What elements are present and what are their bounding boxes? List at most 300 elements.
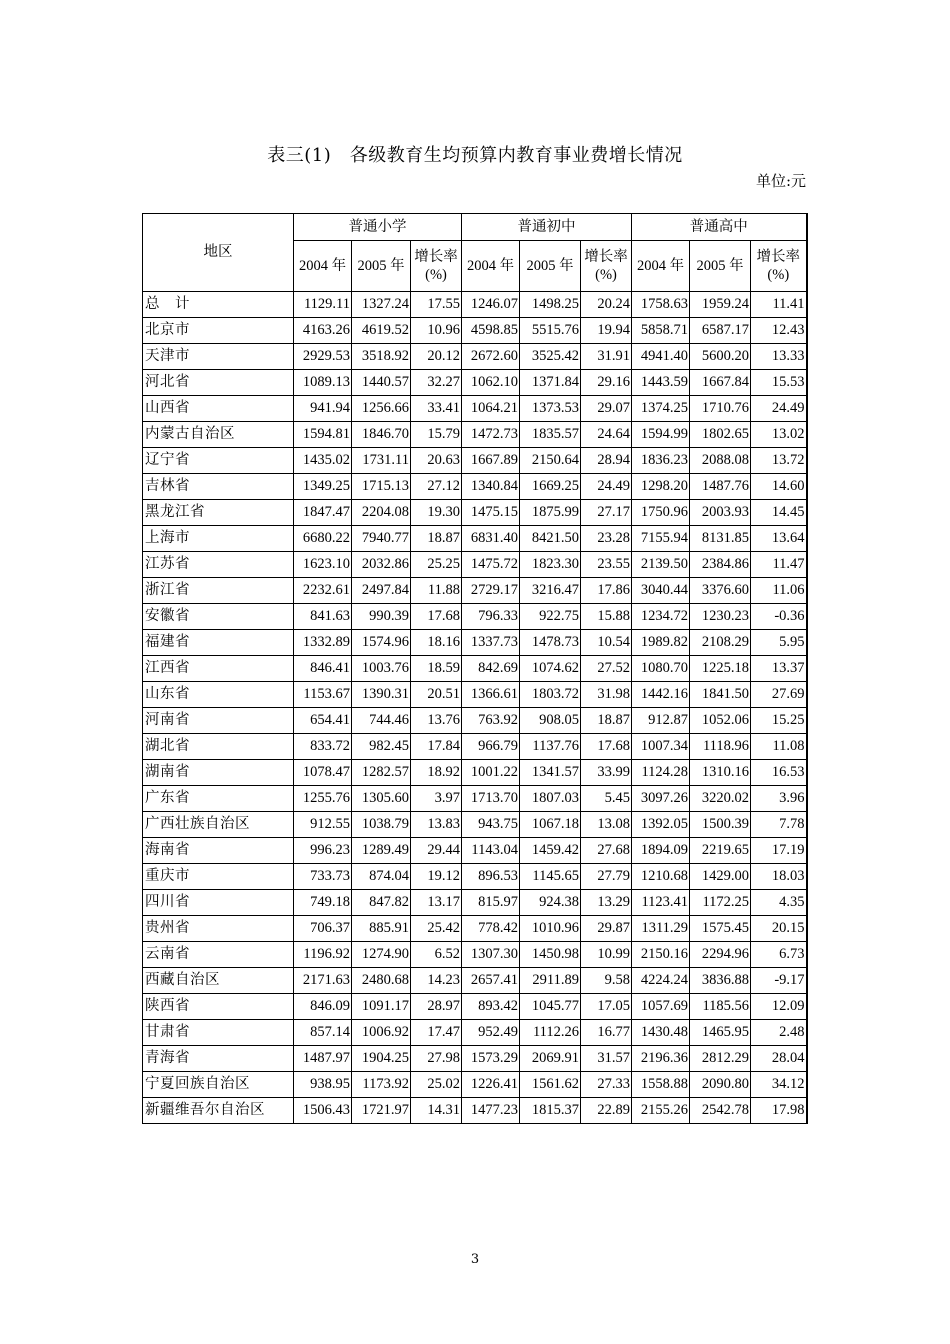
region-cell: 重庆市 bbox=[143, 864, 294, 890]
table-row bbox=[143, 864, 807, 890]
value-cell: 1153.67 bbox=[294, 682, 352, 708]
value-cell: 1904.25 bbox=[352, 1046, 411, 1072]
table-row bbox=[143, 370, 807, 396]
value-cell: 1274.90 bbox=[352, 942, 411, 968]
value-cell: 13.17 bbox=[411, 890, 462, 916]
value-cell: 1310.16 bbox=[690, 760, 751, 786]
value-cell: 1341.57 bbox=[520, 760, 581, 786]
region-cell: 内蒙古自治区 bbox=[143, 422, 294, 448]
table-row bbox=[143, 422, 807, 448]
value-cell: 6831.40 bbox=[462, 526, 520, 552]
value-cell: 1500.39 bbox=[690, 812, 751, 838]
region-cell: 山东省 bbox=[143, 682, 294, 708]
value-cell: 2032.86 bbox=[352, 552, 411, 578]
value-cell: 2911.89 bbox=[520, 968, 581, 994]
value-cell: 1487.76 bbox=[690, 474, 751, 500]
value-cell: 1574.96 bbox=[352, 630, 411, 656]
value-cell: 25.25 bbox=[411, 552, 462, 578]
value-cell: 1311.29 bbox=[632, 916, 690, 942]
value-cell: 16.53 bbox=[751, 760, 807, 786]
value-cell: 744.46 bbox=[352, 708, 411, 734]
value-cell: 1230.23 bbox=[690, 604, 751, 630]
region-cell: 甘肃省 bbox=[143, 1020, 294, 1046]
value-cell: 5.95 bbox=[751, 630, 807, 656]
value-cell: 5.45 bbox=[581, 786, 632, 812]
value-cell: 1067.18 bbox=[520, 812, 581, 838]
value-cell: 6.52 bbox=[411, 942, 462, 968]
value-cell: 2542.78 bbox=[690, 1098, 751, 1124]
value-cell: 1498.25 bbox=[520, 292, 581, 318]
header-year-2004: 2004 年 bbox=[294, 241, 352, 292]
value-cell: 1561.62 bbox=[520, 1072, 581, 1098]
header-group-senior: 普通高中 bbox=[632, 214, 807, 241]
header-group-junior: 普通初中 bbox=[462, 214, 632, 241]
region-cell: 浙江省 bbox=[143, 578, 294, 604]
value-cell: 1459.42 bbox=[520, 838, 581, 864]
value-cell: 24.64 bbox=[581, 422, 632, 448]
value-cell: 13.72 bbox=[751, 448, 807, 474]
value-cell: 20.24 bbox=[581, 292, 632, 318]
value-cell: 1841.50 bbox=[690, 682, 751, 708]
value-cell: 31.57 bbox=[581, 1046, 632, 1072]
value-cell: 4.35 bbox=[751, 890, 807, 916]
table-row bbox=[143, 318, 807, 344]
value-cell: 952.49 bbox=[462, 1020, 520, 1046]
page-title: 表三(1) 各级教育生均预算内教育事业费增长情况 bbox=[267, 145, 683, 166]
value-cell: 943.75 bbox=[462, 812, 520, 838]
value-cell: 1337.73 bbox=[462, 630, 520, 656]
value-cell: 4941.40 bbox=[632, 344, 690, 370]
value-cell: 896.53 bbox=[462, 864, 520, 890]
value-cell: 7.78 bbox=[751, 812, 807, 838]
value-cell: 2139.50 bbox=[632, 552, 690, 578]
value-cell: 29.07 bbox=[581, 396, 632, 422]
value-cell: 2384.86 bbox=[690, 552, 751, 578]
value-cell: 19.30 bbox=[411, 500, 462, 526]
value-cell: 27.79 bbox=[581, 864, 632, 890]
value-cell: 733.73 bbox=[294, 864, 352, 890]
value-cell: 11.47 bbox=[751, 552, 807, 578]
value-cell: 912.87 bbox=[632, 708, 690, 734]
value-cell: 1091.17 bbox=[352, 994, 411, 1020]
value-cell: 1594.81 bbox=[294, 422, 352, 448]
value-cell: 1623.10 bbox=[294, 552, 352, 578]
value-cell: 1442.16 bbox=[632, 682, 690, 708]
value-cell: 4619.52 bbox=[352, 318, 411, 344]
value-cell: 34.12 bbox=[751, 1072, 807, 1098]
value-cell: 1173.92 bbox=[352, 1072, 411, 1098]
value-cell: 1392.05 bbox=[632, 812, 690, 838]
value-cell: 14.60 bbox=[751, 474, 807, 500]
value-cell: 941.94 bbox=[294, 396, 352, 422]
value-cell: -9.17 bbox=[751, 968, 807, 994]
value-cell: 1894.09 bbox=[632, 838, 690, 864]
value-cell: 990.39 bbox=[352, 604, 411, 630]
table-row bbox=[143, 890, 807, 916]
table-row bbox=[143, 448, 807, 474]
value-cell: 1366.61 bbox=[462, 682, 520, 708]
value-cell: 11.08 bbox=[751, 734, 807, 760]
value-cell: 33.99 bbox=[581, 760, 632, 786]
value-cell: 846.41 bbox=[294, 656, 352, 682]
value-cell: 25.02 bbox=[411, 1072, 462, 1098]
value-cell: 706.37 bbox=[294, 916, 352, 942]
value-cell: 1006.92 bbox=[352, 1020, 411, 1046]
value-cell: 1475.15 bbox=[462, 500, 520, 526]
value-cell: 1074.62 bbox=[520, 656, 581, 682]
value-cell: 24.49 bbox=[751, 396, 807, 422]
value-cell: 3.96 bbox=[751, 786, 807, 812]
value-cell: 2929.53 bbox=[294, 344, 352, 370]
value-cell: 874.04 bbox=[352, 864, 411, 890]
header-year-2005: 2005 年 bbox=[690, 241, 751, 292]
table-row bbox=[143, 838, 807, 864]
value-cell: 3836.88 bbox=[690, 968, 751, 994]
value-cell: 1298.20 bbox=[632, 474, 690, 500]
value-cell: 32.27 bbox=[411, 370, 462, 396]
table-row bbox=[143, 1072, 807, 1098]
value-cell: 13.02 bbox=[751, 422, 807, 448]
value-cell: 1123.41 bbox=[632, 890, 690, 916]
value-cell: 17.05 bbox=[581, 994, 632, 1020]
value-cell: 2003.93 bbox=[690, 500, 751, 526]
value-cell: 14.31 bbox=[411, 1098, 462, 1124]
value-cell: 846.09 bbox=[294, 994, 352, 1020]
value-cell: 5515.76 bbox=[520, 318, 581, 344]
value-cell: 2232.61 bbox=[294, 578, 352, 604]
value-cell: 815.97 bbox=[462, 890, 520, 916]
table-row bbox=[143, 812, 807, 838]
value-cell: 841.63 bbox=[294, 604, 352, 630]
value-cell: 1045.77 bbox=[520, 994, 581, 1020]
value-cell: 912.55 bbox=[294, 812, 352, 838]
value-cell: 27.52 bbox=[581, 656, 632, 682]
value-cell: 1390.31 bbox=[352, 682, 411, 708]
value-cell: 1255.76 bbox=[294, 786, 352, 812]
value-cell: 1807.03 bbox=[520, 786, 581, 812]
value-cell: 3216.47 bbox=[520, 578, 581, 604]
region-cell: 湖南省 bbox=[143, 760, 294, 786]
value-cell: 4224.24 bbox=[632, 968, 690, 994]
value-cell: 2672.60 bbox=[462, 344, 520, 370]
value-cell: 27.68 bbox=[581, 838, 632, 864]
value-cell: 18.87 bbox=[581, 708, 632, 734]
region-cell: 宁夏回族自治区 bbox=[143, 1072, 294, 1098]
value-cell: 1080.70 bbox=[632, 656, 690, 682]
value-cell: 5600.20 bbox=[690, 344, 751, 370]
value-cell: 3.97 bbox=[411, 786, 462, 812]
table-row bbox=[143, 916, 807, 942]
value-cell: 1137.76 bbox=[520, 734, 581, 760]
value-cell: 847.82 bbox=[352, 890, 411, 916]
value-cell: 1487.97 bbox=[294, 1046, 352, 1072]
region-cell: 总 计 bbox=[143, 292, 294, 318]
value-cell: 3097.26 bbox=[632, 786, 690, 812]
value-cell: 1064.21 bbox=[462, 396, 520, 422]
education-expenditure-table bbox=[142, 213, 808, 1124]
value-cell: 13.33 bbox=[751, 344, 807, 370]
value-cell: 1669.25 bbox=[520, 474, 581, 500]
value-cell: 1802.65 bbox=[690, 422, 751, 448]
value-cell: 6.73 bbox=[751, 942, 807, 968]
value-cell: 13.64 bbox=[751, 526, 807, 552]
value-cell: 14.23 bbox=[411, 968, 462, 994]
value-cell: 924.38 bbox=[520, 890, 581, 916]
value-cell: 3525.42 bbox=[520, 344, 581, 370]
value-cell: 922.75 bbox=[520, 604, 581, 630]
value-cell: 28.04 bbox=[751, 1046, 807, 1072]
value-cell: 24.49 bbox=[581, 474, 632, 500]
value-cell: 33.41 bbox=[411, 396, 462, 422]
value-cell: 982.45 bbox=[352, 734, 411, 760]
value-cell: 1078.47 bbox=[294, 760, 352, 786]
value-cell: 2069.91 bbox=[520, 1046, 581, 1072]
value-cell: 1332.89 bbox=[294, 630, 352, 656]
table-row bbox=[143, 1046, 807, 1072]
value-cell: 7155.94 bbox=[632, 526, 690, 552]
value-cell: 13.83 bbox=[411, 812, 462, 838]
value-cell: 12.43 bbox=[751, 318, 807, 344]
region-cell: 安徽省 bbox=[143, 604, 294, 630]
value-cell: 17.68 bbox=[411, 604, 462, 630]
value-cell: 763.92 bbox=[462, 708, 520, 734]
value-cell: 1594.99 bbox=[632, 422, 690, 448]
value-cell: 2219.65 bbox=[690, 838, 751, 864]
value-cell: 10.99 bbox=[581, 942, 632, 968]
value-cell: 13.29 bbox=[581, 890, 632, 916]
value-cell: 1282.57 bbox=[352, 760, 411, 786]
header-group-primary: 普通小学 bbox=[294, 214, 462, 241]
value-cell: 29.44 bbox=[411, 838, 462, 864]
value-cell: 1440.57 bbox=[352, 370, 411, 396]
value-cell: 17.86 bbox=[581, 578, 632, 604]
value-cell: 1112.26 bbox=[520, 1020, 581, 1046]
region-cell: 云南省 bbox=[143, 942, 294, 968]
value-cell: 885.91 bbox=[352, 916, 411, 942]
value-cell: 2108.29 bbox=[690, 630, 751, 656]
page-number: 3 bbox=[470, 1252, 480, 1267]
value-cell: 1465.95 bbox=[690, 1020, 751, 1046]
value-cell: 908.05 bbox=[520, 708, 581, 734]
value-cell: 13.08 bbox=[581, 812, 632, 838]
value-cell: 29.87 bbox=[581, 916, 632, 942]
region-cell: 海南省 bbox=[143, 838, 294, 864]
value-cell: 1340.84 bbox=[462, 474, 520, 500]
value-cell: 17.98 bbox=[751, 1098, 807, 1124]
value-cell: 2150.64 bbox=[520, 448, 581, 474]
value-cell: 1172.25 bbox=[690, 890, 751, 916]
value-cell: 654.41 bbox=[294, 708, 352, 734]
table-row bbox=[143, 656, 807, 682]
value-cell: 1721.97 bbox=[352, 1098, 411, 1124]
value-cell: 1129.11 bbox=[294, 292, 352, 318]
value-cell: 1750.96 bbox=[632, 500, 690, 526]
value-cell: 2294.96 bbox=[690, 942, 751, 968]
region-cell: 广东省 bbox=[143, 786, 294, 812]
value-cell: 1435.02 bbox=[294, 448, 352, 474]
value-cell: 1472.73 bbox=[462, 422, 520, 448]
value-cell: 1196.92 bbox=[294, 942, 352, 968]
value-cell: 1715.13 bbox=[352, 474, 411, 500]
value-cell: -0.36 bbox=[751, 604, 807, 630]
value-cell: 31.98 bbox=[581, 682, 632, 708]
value-cell: 2150.16 bbox=[632, 942, 690, 968]
value-cell: 17.68 bbox=[581, 734, 632, 760]
value-cell: 1003.76 bbox=[352, 656, 411, 682]
value-cell: 2480.68 bbox=[352, 968, 411, 994]
value-cell: 17.19 bbox=[751, 838, 807, 864]
value-cell: 1289.49 bbox=[352, 838, 411, 864]
value-cell: 15.88 bbox=[581, 604, 632, 630]
region-cell: 河南省 bbox=[143, 708, 294, 734]
value-cell: 796.33 bbox=[462, 604, 520, 630]
value-cell: 1373.53 bbox=[520, 396, 581, 422]
value-cell: 2657.41 bbox=[462, 968, 520, 994]
value-cell: 1710.76 bbox=[690, 396, 751, 422]
region-cell: 黑龙江省 bbox=[143, 500, 294, 526]
table-row bbox=[143, 786, 807, 812]
value-cell: 20.15 bbox=[751, 916, 807, 942]
value-cell: 1305.60 bbox=[352, 786, 411, 812]
value-cell: 11.41 bbox=[751, 292, 807, 318]
value-cell: 1145.65 bbox=[520, 864, 581, 890]
value-cell: 22.89 bbox=[581, 1098, 632, 1124]
table-row bbox=[143, 474, 807, 500]
value-cell: 1847.47 bbox=[294, 500, 352, 526]
value-cell: 1478.73 bbox=[520, 630, 581, 656]
value-cell: 1210.68 bbox=[632, 864, 690, 890]
value-cell: 13.76 bbox=[411, 708, 462, 734]
value-cell: 15.25 bbox=[751, 708, 807, 734]
table-row bbox=[143, 552, 807, 578]
value-cell: 1803.72 bbox=[520, 682, 581, 708]
region-cell: 福建省 bbox=[143, 630, 294, 656]
value-cell: 1038.79 bbox=[352, 812, 411, 838]
value-cell: 27.98 bbox=[411, 1046, 462, 1072]
region-cell: 江苏省 bbox=[143, 552, 294, 578]
value-cell: 18.87 bbox=[411, 526, 462, 552]
value-cell: 31.91 bbox=[581, 344, 632, 370]
value-cell: 2812.29 bbox=[690, 1046, 751, 1072]
table-row bbox=[143, 994, 807, 1020]
value-cell: 6587.17 bbox=[690, 318, 751, 344]
value-cell: 1815.37 bbox=[520, 1098, 581, 1124]
value-cell: 749.18 bbox=[294, 890, 352, 916]
value-cell: 29.16 bbox=[581, 370, 632, 396]
region-cell: 辽宁省 bbox=[143, 448, 294, 474]
value-cell: 2204.08 bbox=[352, 500, 411, 526]
value-cell: 18.03 bbox=[751, 864, 807, 890]
value-cell: 1959.24 bbox=[690, 292, 751, 318]
value-cell: 1371.84 bbox=[520, 370, 581, 396]
table-row bbox=[143, 500, 807, 526]
header-year-2005: 2005 年 bbox=[520, 241, 581, 292]
value-cell: 17.47 bbox=[411, 1020, 462, 1046]
value-cell: 25.42 bbox=[411, 916, 462, 942]
table-row bbox=[143, 578, 807, 604]
value-cell: 1225.18 bbox=[690, 656, 751, 682]
value-cell: 2090.80 bbox=[690, 1072, 751, 1098]
value-cell: 11.06 bbox=[751, 578, 807, 604]
region-cell: 新疆维吾尔自治区 bbox=[143, 1098, 294, 1124]
table-row bbox=[143, 1020, 807, 1046]
value-cell: 938.95 bbox=[294, 1072, 352, 1098]
table-row bbox=[143, 968, 807, 994]
header-year-2004: 2004 年 bbox=[462, 241, 520, 292]
value-cell: 1010.96 bbox=[520, 916, 581, 942]
value-cell: 1713.70 bbox=[462, 786, 520, 812]
value-cell: 3220.02 bbox=[690, 786, 751, 812]
value-cell: 8131.85 bbox=[690, 526, 751, 552]
value-cell: 1558.88 bbox=[632, 1072, 690, 1098]
region-cell: 山西省 bbox=[143, 396, 294, 422]
value-cell: 1226.41 bbox=[462, 1072, 520, 1098]
table-row bbox=[143, 630, 807, 656]
value-cell: 19.94 bbox=[581, 318, 632, 344]
value-cell: 23.55 bbox=[581, 552, 632, 578]
header-year-2004: 2004 年 bbox=[632, 241, 690, 292]
value-cell: 17.55 bbox=[411, 292, 462, 318]
value-cell: 1429.00 bbox=[690, 864, 751, 890]
value-cell: 1450.98 bbox=[520, 942, 581, 968]
value-cell: 3040.44 bbox=[632, 578, 690, 604]
value-cell: 1256.66 bbox=[352, 396, 411, 422]
table-row bbox=[143, 682, 807, 708]
value-cell: 7940.77 bbox=[352, 526, 411, 552]
value-cell: 5858.71 bbox=[632, 318, 690, 344]
unit-label: 单位:元 bbox=[755, 172, 806, 190]
value-cell: 1758.63 bbox=[632, 292, 690, 318]
value-cell: 1846.70 bbox=[352, 422, 411, 448]
table-row bbox=[143, 734, 807, 760]
table-row bbox=[143, 942, 807, 968]
value-cell: 16.77 bbox=[581, 1020, 632, 1046]
value-cell: 1062.10 bbox=[462, 370, 520, 396]
value-cell: 1573.29 bbox=[462, 1046, 520, 1072]
value-cell: 27.17 bbox=[581, 500, 632, 526]
value-cell: 20.12 bbox=[411, 344, 462, 370]
value-cell: 778.42 bbox=[462, 916, 520, 942]
header-growth-rate: 增长率(%) bbox=[751, 241, 807, 292]
value-cell: 1007.34 bbox=[632, 734, 690, 760]
region-cell: 西藏自治区 bbox=[143, 968, 294, 994]
table-row bbox=[143, 292, 807, 318]
value-cell: 1143.04 bbox=[462, 838, 520, 864]
value-cell: 857.14 bbox=[294, 1020, 352, 1046]
region-cell: 陕西省 bbox=[143, 994, 294, 1020]
region-cell: 青海省 bbox=[143, 1046, 294, 1072]
value-cell: 1989.82 bbox=[632, 630, 690, 656]
value-cell: 2729.17 bbox=[462, 578, 520, 604]
value-cell: 20.51 bbox=[411, 682, 462, 708]
value-cell: 1575.45 bbox=[690, 916, 751, 942]
value-cell: 4598.85 bbox=[462, 318, 520, 344]
table-row bbox=[143, 344, 807, 370]
header-region: 地区 bbox=[143, 214, 294, 292]
value-cell: 8421.50 bbox=[520, 526, 581, 552]
value-cell: 1089.13 bbox=[294, 370, 352, 396]
value-cell: 1349.25 bbox=[294, 474, 352, 500]
value-cell: 10.54 bbox=[581, 630, 632, 656]
region-cell: 天津市 bbox=[143, 344, 294, 370]
region-cell: 四川省 bbox=[143, 890, 294, 916]
value-cell: 15.53 bbox=[751, 370, 807, 396]
region-cell: 吉林省 bbox=[143, 474, 294, 500]
value-cell: 3518.92 bbox=[352, 344, 411, 370]
value-cell: 1836.23 bbox=[632, 448, 690, 474]
table-row bbox=[143, 760, 807, 786]
value-cell: 3376.60 bbox=[690, 578, 751, 604]
